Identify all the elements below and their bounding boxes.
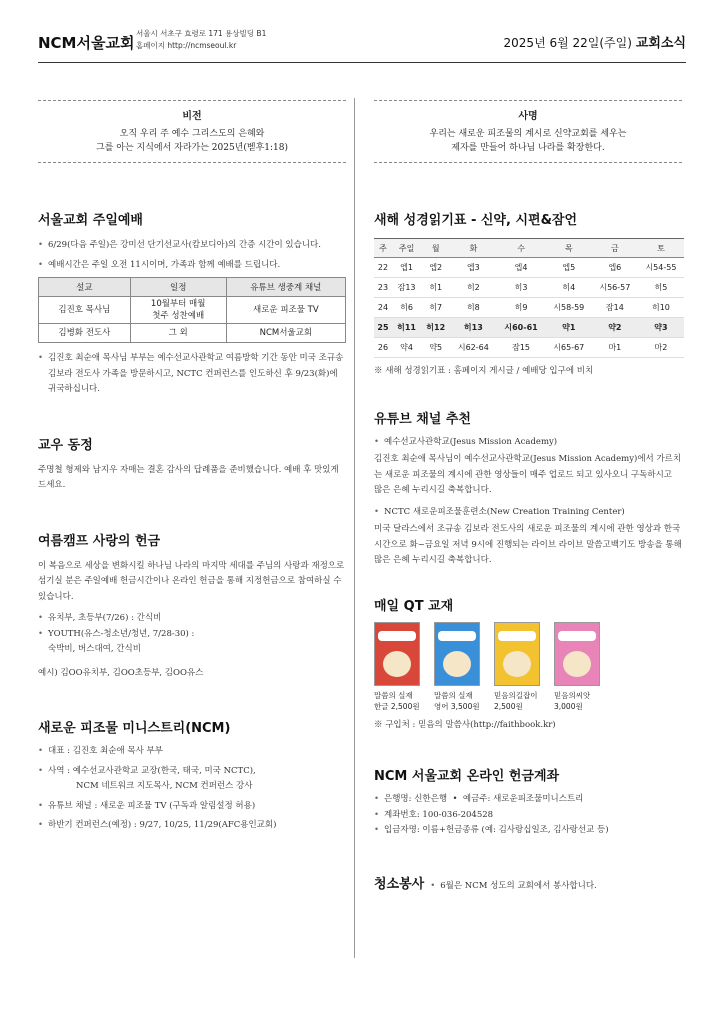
bible-table-cell: 히12 — [421, 318, 450, 338]
youtube-channel1-desc: 김진호 최순애 목사님이 예수선교사관학교(Jesus Mission Academy)에서 가르치는 새로운 피조물의 계시에 관한 영상들이 매주 업로드 되고 있사오니 구독하시고 많은 은혜 누리시길 축복합니다. — [374, 454, 682, 495]
vision-line2: 그를 아는 지식에서 자라가는 2025년(벧후1:18) — [96, 143, 288, 153]
offering-example: 예시) 김OO유치부, 김OO초등부, 김OO유스 — [38, 667, 204, 678]
bible-table-header-cell: 주 — [374, 239, 392, 258]
bible-table-cell: 히5 — [638, 278, 684, 298]
bible-table-header-cell: 토 — [638, 239, 684, 258]
worship-table-cell: 10월부터 매월 첫주 성찬예배 — [130, 297, 226, 324]
worship-table-cell: NCM서울교회 — [226, 324, 345, 343]
worship-table-header — [39, 278, 346, 297]
bible-table-cell: 히13 — [450, 318, 496, 338]
offering-bullet2-cont: 숙박비, 버스대여, 간식비 — [48, 644, 141, 654]
bible-table-row — [374, 298, 684, 318]
bible-table-cell: 엡3 — [450, 258, 496, 278]
ministry-item4: • 하반기 컨퍼런스(예정) : 9/27, 10/25, 11/29(AFC용인교회) — [38, 818, 346, 834]
worship-table-cell: 그 외 — [130, 324, 226, 343]
youtube-channel1[interactable]: • 예수선교사관학교(Jesus Mission Academy) — [374, 435, 682, 451]
worship-table — [38, 277, 346, 343]
book-price: 3,000원 — [554, 701, 583, 711]
bible-table-row — [374, 258, 684, 278]
bible-table-cell: 히11 — [392, 318, 421, 338]
header-rule — [38, 62, 686, 63]
worship-table-header-cell: 유튜브 생중계 채널 — [226, 278, 345, 297]
vision-line1: 오직 우리 주 예수 그리스도의 은혜와 — [119, 129, 265, 139]
fellowship-text: 주명철 형제와 남지우 자매는 결혼 감사의 답례품을 준비했습니다. 예배 후 맛있게 드세요. — [38, 464, 339, 490]
book-caption — [554, 690, 604, 712]
bible-table-cell: 히4 — [546, 278, 592, 298]
book-price: 영어 3,500원 — [434, 701, 480, 711]
church-address: 서울시 서초구 효령로 171 용상빌딩 B1 — [136, 29, 267, 38]
vision-box — [38, 100, 346, 163]
book-cover-title-band — [378, 631, 416, 641]
worship-table-row — [39, 324, 346, 343]
ministry-item2-cont: NCM 네트워크 지도목사, NCM 컨퍼런스 강사 — [76, 781, 253, 791]
bible-table-header — [374, 239, 684, 258]
account-bank-line: • 은행명: 신한은행 • 예금주: 새로운피조물미니스트리 — [374, 792, 682, 808]
book-cover-figure — [383, 651, 411, 677]
bible-table-cell: 히7 — [421, 298, 450, 318]
book-caption — [374, 690, 424, 712]
account-bank: 은행명: 신한은행 — [384, 794, 448, 804]
bible-table-cell: 엡4 — [496, 258, 545, 278]
bulletin-date — [504, 32, 686, 51]
book-cover-title-band — [438, 631, 476, 641]
worship-bullet1: • 6/29(다음 주일)은 강미선 단기선교사(캄보디아)의 간증 시간이 있습니다. — [38, 238, 346, 254]
bible-table-cell: 히2 — [450, 278, 496, 298]
bible-table-cell: 히3 — [496, 278, 545, 298]
bible-table-cell: 마2 — [638, 338, 684, 358]
bible-table-row — [374, 338, 684, 358]
book-cover-figure — [563, 651, 591, 677]
bible-table-cell: 히8 — [450, 298, 496, 318]
bible-table-cell: 약2 — [592, 318, 638, 338]
youtube-channel2-desc: 미국 달라스에서 조규송 김보라 전도사의 새로운 피조물의 계시에 관한 영상과 한국시간으로 화~금요일 저녁 9시에 진행되는 라이브 라이브 말씀고백기도 방송을 통해 많은 은혜 누리시길 축복합니다. — [374, 524, 682, 565]
bible-table-cell: 시54-55 — [638, 258, 684, 278]
worship-table-header-cell: 일정 — [130, 278, 226, 297]
bible-table-cell: 히10 — [638, 298, 684, 318]
bible-table-cell: 24 — [374, 298, 392, 318]
ministry-item2: • 사역 : 예수선교사관학교 교장(한국, 태국, 미국 NCTC), — [38, 764, 346, 780]
worship-table-cell: 새로운 피조물 TV — [226, 297, 345, 324]
book-price: 2,500원 — [494, 701, 523, 711]
bible-reading-title: 새해 성경읽기표 - 신약, 시편&잠언 — [374, 213, 578, 228]
fellowship-title: 교우 동정 — [38, 437, 93, 453]
bible-table-cell: 시58-59 — [546, 298, 592, 318]
bible-table-cell: 엡1 — [392, 258, 421, 278]
bible-table-header-cell: 목 — [546, 239, 592, 258]
youtube-channel2[interactable]: • NCTC 새로운피조물훈련소(New Creation Training Center) — [374, 505, 682, 521]
bible-table-cell: 25 — [374, 318, 392, 338]
offering-text: 이 복음으로 세상을 변화시킬 하나님 나라의 마지막 세대를 주님의 사랑과 재정으로 섬기실 분은 주일예배 헌금시간이나 온라인 헌금을 통해 지정헌금으로 참여하실 수 있습니다. — [38, 560, 345, 602]
qt-purchase: ※ 구입처 : 믿음의 말씀사(http://faithbook.kr) — [374, 719, 556, 730]
qt-title: 매일 QT 교재 — [374, 598, 454, 614]
book-price: 한글 2,500원 — [374, 701, 420, 711]
account-title: NCM 서울교회 온라인 헌금계좌 — [374, 769, 560, 784]
bible-reading-table — [374, 238, 684, 358]
book-cover-title-band — [558, 631, 596, 641]
bible-table-cell: 시62-64 — [450, 338, 496, 358]
bible-table-header-cell: 수 — [496, 239, 545, 258]
cleaning-title: 청소봉사 — [374, 876, 425, 892]
ministry-item3: • 유튜브 채널 : 새로운 피조물 TV (구독과 알림설정 허용) — [38, 799, 346, 815]
ministry-item1: • 대표 : 김진호 최순애 목사 부부 — [38, 744, 346, 760]
account-number: • 계좌번호: 100-036-204528 — [374, 808, 682, 824]
book-caption — [434, 690, 484, 712]
bible-table-cell: 시56-57 — [592, 278, 638, 298]
book-cover-image — [494, 622, 540, 686]
vision-title: 비전 — [182, 111, 202, 122]
bible-table-header-cell: 월 — [421, 239, 450, 258]
bible-table-cell: 잠15 — [496, 338, 545, 358]
bible-table-cell: 엡2 — [421, 258, 450, 278]
bible-table-cell: 히6 — [392, 298, 421, 318]
qt-book — [374, 622, 424, 712]
bible-table-cell: 22 — [374, 258, 392, 278]
bible-table-header-cell: 금 — [592, 239, 638, 258]
worship-table-body — [39, 297, 346, 343]
book-cover-image — [434, 622, 480, 686]
offering-title: 여름캠프 사랑의 헌금 — [38, 533, 161, 549]
book-name: 말씀의 실재 — [434, 690, 473, 700]
bulletin-title: 교회소식 — [635, 36, 686, 51]
right-column — [374, 100, 682, 894]
worship-bullet2: • 예배시간은 주일 오전 11시이며, 가족과 함께 예배를 드립니다. — [38, 258, 346, 274]
account-holder: 예금주: 새로운피조물미니스트리 — [462, 794, 584, 804]
mission-line2: 제자를 만들어 하나님 나라를 확장한다. — [451, 143, 605, 153]
offering-bullet1: • 유치부, 초등부(7/26) : 간식비 — [38, 611, 346, 627]
bible-table-cell: 23 — [374, 278, 392, 298]
bible-table-cell: 약5 — [421, 338, 450, 358]
worship-bullet3: • 김진호 최순애 목사님 부부는 예수선교사관학교 여름방학 기간 동안 미국 조규송 김보라 전도사 가족을 방문하시고, NCTC 컨퍼런스를 인도하신 후 9/23(화)에 귀국하십니다. — [38, 351, 346, 398]
qt-book — [434, 622, 484, 712]
offering-bullet2: • YOUTH(유스-청소년/청년, 7/28-30) : — [38, 627, 346, 643]
bible-table-cell: 약3 — [638, 318, 684, 338]
bible-table-cell: 엡6 — [592, 258, 638, 278]
book-name: 말씀의 실재 — [374, 690, 413, 700]
mission-title: 사명 — [518, 111, 538, 122]
book-cover-image — [554, 622, 600, 686]
bible-table-row — [374, 318, 684, 338]
bible-table-body — [374, 258, 684, 358]
qt-book — [554, 622, 604, 712]
worship-table-cell: 김진호 목사님 — [39, 297, 131, 324]
ministry-title: 새로운 피조물 미니스트리(NCM) — [38, 721, 231, 736]
book-name: 믿음의씨앗 — [554, 690, 591, 700]
bible-table-cell: 약4 — [392, 338, 421, 358]
bible-table-cell: 엡5 — [546, 258, 592, 278]
bible-table-cell: 26 — [374, 338, 392, 358]
mission-line1: 우리는 새로운 피조물의 계시로 신약교회를 세우는 — [429, 129, 627, 139]
worship-table-row — [39, 297, 346, 324]
qt-books — [374, 622, 682, 712]
cleaning-row — [374, 873, 682, 895]
bible-table-cell: 시65-67 — [546, 338, 592, 358]
church-name: NCM서울교회 — [38, 34, 135, 52]
column-divider — [354, 98, 355, 958]
book-cover-figure — [443, 651, 471, 677]
church-homepage[interactable]: 홈페이지 http://ncmseoul.kr — [136, 41, 237, 50]
bible-reading-note: ※ 새해 성경읽기표 : 홈페이지 게시글 / 예배당 입구에 비치 — [374, 366, 594, 376]
worship-title: 서울교회 주일예배 — [38, 213, 143, 228]
cleaning-text: • 6월은 NCM 성도의 교회에서 봉사합니다. — [430, 879, 597, 895]
bible-table-row — [374, 278, 684, 298]
worship-table-header-cell: 설교 — [39, 278, 131, 297]
book-caption — [494, 690, 544, 712]
church-address-block — [136, 28, 266, 52]
book-name: 믿음의길잡이 — [494, 690, 538, 700]
left-column — [38, 100, 346, 834]
youtube-title: 유튜브 채널 추천 — [374, 411, 471, 427]
book-cover-title-band — [498, 631, 536, 641]
account-depositor: • 입금자명: 이름+헌금종류 (예: 김사랑십일조, 김사랑선교 등) — [374, 823, 682, 839]
bible-table-header-cell: 주일 — [392, 239, 421, 258]
bible-table-cell: 히1 — [421, 278, 450, 298]
book-cover-image — [374, 622, 420, 686]
bible-table-cell: 시60-61 — [496, 318, 545, 338]
mission-box — [374, 100, 682, 163]
bible-table-cell: 잠14 — [592, 298, 638, 318]
bible-table-cell: 마1 — [592, 338, 638, 358]
bible-table-cell: 잠13 — [392, 278, 421, 298]
bible-table-cell: 약1 — [546, 318, 592, 338]
worship-table-cell: 김병화 전도사 — [39, 324, 131, 343]
qt-book — [494, 622, 544, 712]
book-cover-figure — [503, 651, 531, 677]
header — [38, 28, 686, 58]
bible-table-header-cell: 화 — [450, 239, 496, 258]
date-text: 2025년 6월 22일(주일) — [503, 36, 632, 50]
bible-table-cell: 히9 — [496, 298, 545, 318]
